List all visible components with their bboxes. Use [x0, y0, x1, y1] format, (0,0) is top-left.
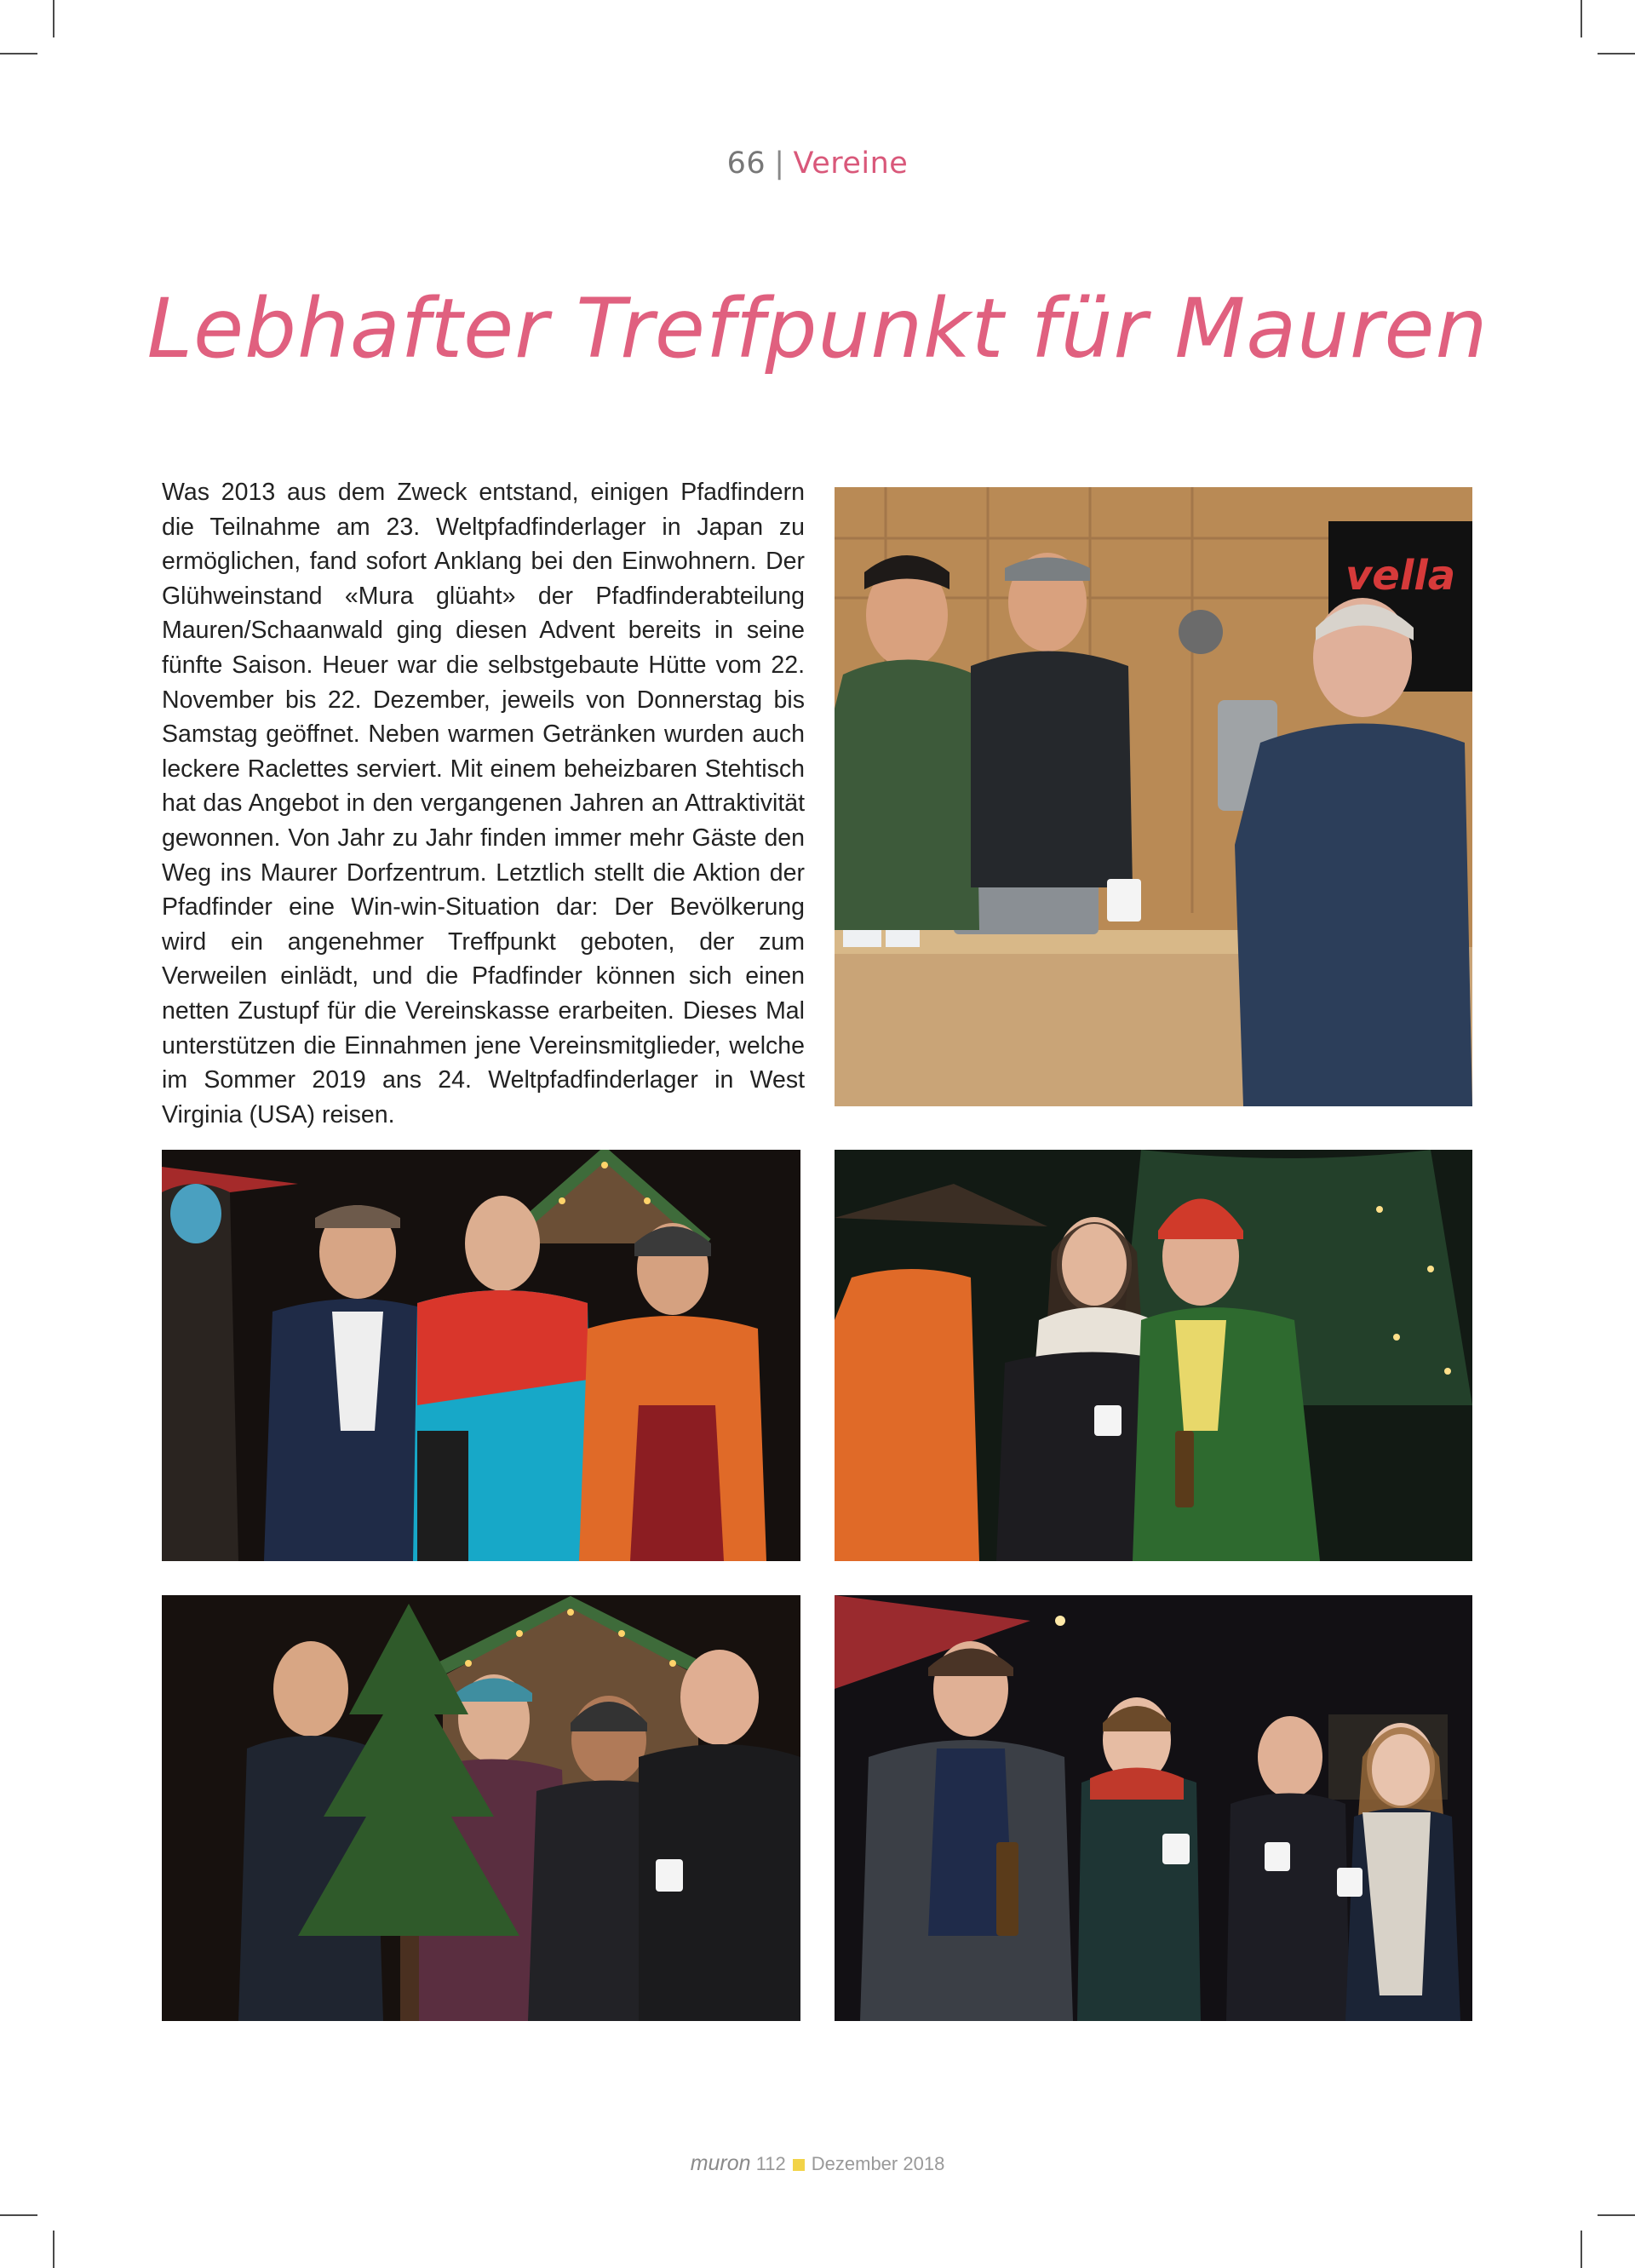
article-body: Was 2013 aus dem Zweck entstand, einigen Pfadfindern die Teilnahme am 23. Weltpfadfinderlager in Japan zu ermöglichen, fand sofort Anklang bei den Einwohnern. Der Glühweinstand «Mura glüaht» der Pfadfinderabteilung Mauren/Schaanwald ging diesen Advent bereits in seine fünfte Saison. Heuer war die selbstgebaute Hütte vom 22. November bis 22. Dezember, jeweils von Donnerstag bis Samstag geöffnet. Neben warmen Getränken wurden auch leckere Raclettes serviert. Mit einem beheizbaren Stehtisch hat das Angebot in den vergangenen Jahren an Attraktivität gewonnen. Von Jahr zu Jahr finden immer mehr Gäste den Weg ins Maurer Dorfzentrum. Letztlich stellt die Aktion der Pfadfinder eine Win-win-Situation dar: Der Bevölkerung wird ein angenehmer Treffpunkt geboten, der zum Verweilen einlädt, und die Pfadfinder können sich einen netten Zustupf für die Vereinskasse erarbeiten. Dieses Mal unterstützen die Einnahmen jene Vereinsmitglieder, welche im Sommer 2019 ans 24. Weltpfadfinderlager in West Virginia (USA) reisen.: [162, 479, 805, 1128]
crop-mark-top-left-v: [53, 0, 54, 37]
crop-mark-top-right-h: [1598, 53, 1635, 55]
booth-sign-text: vella: [1345, 552, 1456, 600]
photo-booth-three-men: [835, 487, 1472, 1106]
photo-four-men-tree: [162, 1595, 800, 2021]
crop-mark-top-right-v: [1580, 0, 1582, 37]
page-footer: [0, 2151, 1635, 2176]
crop-mark-bottom-right-v: [1580, 2231, 1582, 2268]
crop-mark-bottom-right-h: [1598, 2214, 1635, 2216]
footer-accent-square: [793, 2159, 805, 2171]
page-number: 66: [726, 146, 766, 181]
crop-mark-top-left-h: [0, 53, 37, 55]
photo-four-young-people: [835, 1595, 1472, 2021]
article-title: Lebhafter Treffpunkt für Mauren: [146, 281, 1489, 376]
magazine-name: muron: [690, 2151, 751, 2175]
photo-couple: [835, 1150, 1472, 1561]
header-separator: |: [774, 146, 785, 181]
crop-mark-bottom-left-h: [0, 2214, 37, 2216]
running-header: [0, 146, 1635, 181]
photo-three-men-night: [162, 1150, 800, 1561]
section-name: Vereine: [793, 146, 909, 181]
issue-date: Dezember 2018: [811, 2153, 945, 2174]
issue-number: 112: [755, 2153, 786, 2174]
crop-mark-bottom-left-v: [53, 2231, 54, 2268]
